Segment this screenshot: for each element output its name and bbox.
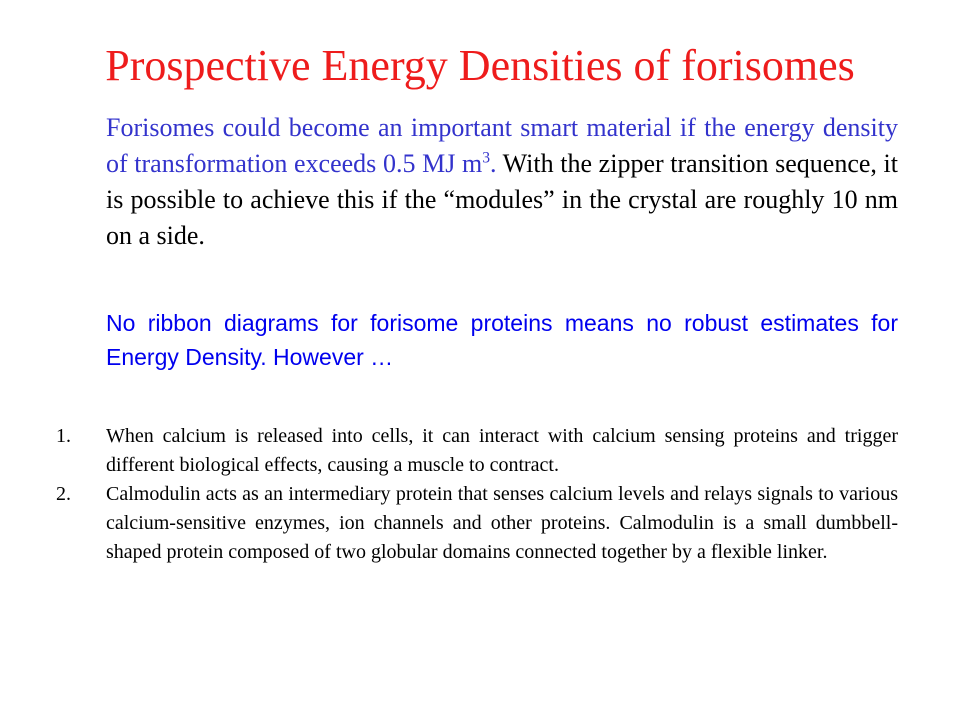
list-item-text: Calmodulin acts as an intermediary protein that senses calcium levels and relays signals to various calcium-sensitive enzymes, ion channels and other proteins. Calmodulin is a small dumbbell-shaped protein composed of two globular domains connected together by a flexible linker. [106, 483, 898, 563]
paragraph-blue-text: Forisomes could become an important smart material if the energy density of transformation exceeds 0.5 MJ m [106, 113, 898, 178]
list-item-number: 2. [56, 483, 71, 505]
numbered-list [56, 422, 898, 567]
paragraph-ribbon-diagrams: No ribbon diagrams for forisome proteins means no robust estimates for Energy Density. However … [106, 310, 898, 370]
paragraph-black-text: With the zipper transition sequence, it is possible to achieve this if the “modules” in the crystal are roughly 10 nm on a side. [106, 149, 899, 250]
list-item-text: When calcium is released into cells, it can interact with calcium sensing proteins and trigger different biological effects, causing a muscle to contract. [106, 425, 898, 476]
list-item-number: 1. [56, 425, 71, 447]
superscript-exponent: 3 [482, 149, 490, 167]
paragraph-blue-period: . [490, 149, 497, 178]
paragraph-energy-density [106, 110, 898, 254]
list-item [56, 480, 898, 567]
list-item [56, 422, 898, 480]
slide-title: Prospective Energy Densities of forisomes [105, 41, 855, 90]
